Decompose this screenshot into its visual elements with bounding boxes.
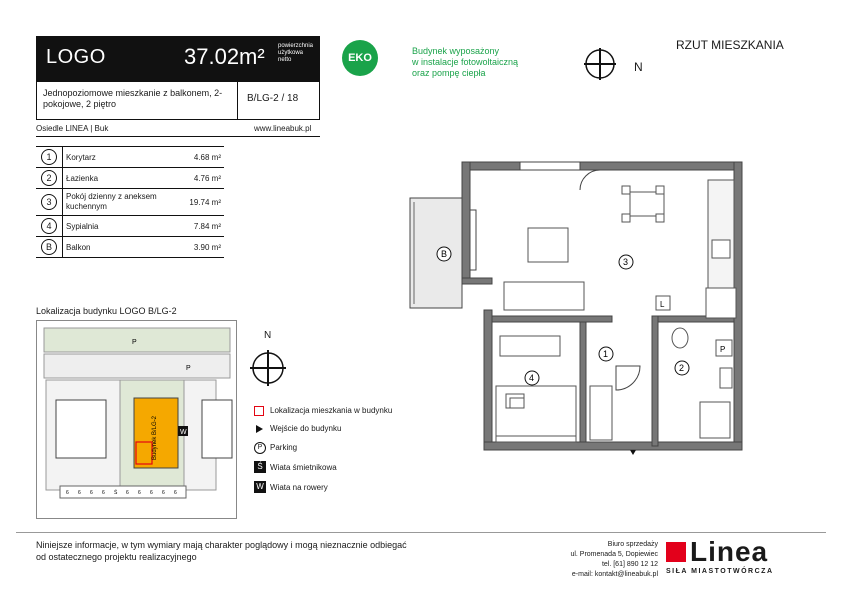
wall-west-upper	[462, 162, 470, 284]
brand-logo	[666, 538, 810, 578]
estate-name: Osiedle LINEA | Buk	[36, 124, 109, 133]
brand-square-icon	[666, 542, 686, 562]
parking-number: 6	[174, 490, 177, 496]
green-strip	[44, 328, 230, 352]
eko-line: oraz pompę ciepła	[412, 68, 486, 78]
parking-number: 6	[150, 490, 153, 496]
eko-line: w instalacje fotowoltaiczną	[412, 57, 519, 67]
dining-table	[630, 192, 664, 216]
office-line: Biuro sprzedaży	[607, 541, 658, 548]
shower-icon	[700, 402, 730, 438]
eko-badge: EKO	[342, 40, 378, 76]
room-number: B	[41, 239, 57, 255]
location-north-label: N	[264, 330, 272, 341]
website-link[interactable]: www.lineabuk.pl	[254, 124, 312, 133]
office-line: ul. Promenada 5, Dopiewiec	[570, 551, 658, 558]
parking-number: 6	[102, 490, 105, 496]
area-note: powierzchnia użytkowa netto	[278, 43, 314, 63]
plan-label-p: P	[720, 345, 726, 354]
wall-north	[462, 162, 742, 170]
room-area: 4.68 m²	[181, 147, 224, 168]
apartment-area: 37.02m²	[184, 44, 265, 69]
plan-room-2: 2	[679, 363, 685, 373]
hallway-wardrobe	[590, 386, 612, 440]
building-west	[56, 400, 106, 458]
plan-room-4: 4	[529, 373, 535, 383]
parking-number: 6	[138, 490, 141, 496]
room-number: 3	[41, 194, 57, 210]
wardrobe	[500, 336, 560, 356]
parking-number: 6	[66, 490, 69, 496]
site-map	[36, 320, 238, 520]
room-area: 19.74 m²	[181, 189, 224, 216]
wall-middle	[492, 316, 612, 322]
eko-line: Budynek wyposażony	[412, 46, 500, 56]
legend-parking: Parking	[270, 443, 298, 452]
wall-bedroom	[580, 322, 586, 442]
parking-icon: P	[254, 442, 266, 454]
stove-icon	[712, 240, 730, 258]
disclaimer: Niniejsze informacje, w tym wymiary mają charakter poglądowy i mogą nieznacznie odbiegać od ostatecznego projektu realizacyjnego	[36, 540, 407, 562]
legend-bike: Wiata na rowery	[270, 483, 328, 492]
apartment-description: Jednopoziomowe mieszkanie z balkonem, 2-pokojowe, 2 piętro	[43, 88, 223, 109]
parking-number: 6	[126, 490, 129, 496]
location-compass-icon	[248, 342, 296, 390]
building-east	[202, 400, 232, 458]
sink-icon	[706, 288, 736, 318]
parking-number: Ś	[114, 490, 118, 496]
logo-text: LOGO	[46, 46, 106, 68]
bike-badge: W	[180, 429, 187, 436]
plan-room-3: 3	[623, 257, 629, 267]
coffee-table	[528, 228, 568, 262]
legend-apartment: Lokalizacja mieszkania w budynku	[270, 406, 393, 415]
divider	[237, 82, 238, 119]
plan-label-l: L	[660, 300, 665, 309]
wall-west-lower	[484, 310, 492, 450]
wall-bath	[652, 316, 658, 446]
header-rule	[36, 136, 320, 137]
plan-title: RZUT MIESZKANIA	[676, 38, 784, 52]
room-area: 7.84 m²	[181, 216, 224, 237]
room-table	[36, 146, 224, 258]
header-banner	[36, 36, 320, 82]
window-north	[520, 162, 580, 170]
location-title: Lokalizacja budynku LOGO B/LG-2	[36, 306, 177, 316]
office-line: e-mail: kontakt@lineabuk.pl	[571, 571, 658, 578]
washbasin-icon	[720, 368, 732, 388]
parking-badge: P	[132, 339, 137, 346]
room-name: Sypialnia	[63, 216, 182, 237]
room-area: 4.76 m²	[181, 168, 224, 189]
desk	[510, 398, 524, 408]
plan-room-1: 1	[603, 349, 609, 359]
room-number: 2	[41, 170, 57, 186]
balcony	[410, 198, 462, 308]
toilet-icon	[672, 328, 688, 348]
door-arc	[580, 170, 600, 190]
apartment-info-box	[36, 82, 320, 120]
entrance-triangle-icon	[630, 450, 636, 455]
plan-room-b: B	[441, 249, 448, 259]
room-name: Pokój dzienny z aneksem kuchennym	[63, 189, 182, 216]
room-number: 1	[41, 149, 57, 165]
table-row	[36, 189, 224, 216]
room-name: Balkon	[63, 237, 182, 258]
office-line: tel. [61] 890 12 12	[601, 561, 658, 568]
brand-name: Linea	[690, 536, 769, 567]
parking-badge: P	[186, 365, 191, 372]
brand-tagline: SIŁA MIASTOTWÓRCZA	[666, 568, 774, 575]
door-arc	[616, 366, 640, 390]
bike-shelter-icon: W	[254, 481, 266, 493]
room-area: 3.90 m²	[181, 237, 224, 258]
room-name: Korytarz	[63, 147, 182, 168]
legend-trash: Wiata śmietnikowa	[270, 463, 337, 472]
triangle-icon	[254, 424, 264, 434]
parking-number: 6	[90, 490, 93, 496]
sofa	[504, 282, 584, 310]
parking-row	[44, 354, 230, 378]
table-row	[36, 168, 224, 189]
parking-number: 6	[78, 490, 81, 496]
parking-number: 6	[162, 490, 165, 496]
balcony-door	[470, 210, 476, 270]
building-label: Budynek B/LG-2	[152, 415, 158, 460]
table-row	[36, 216, 224, 237]
trash-shelter-icon: Ś	[254, 461, 266, 473]
red-square-icon	[254, 406, 264, 416]
room-number: 4	[41, 218, 57, 234]
wall-south	[484, 442, 742, 450]
legend-entrance: Wejście do budynku	[270, 424, 342, 433]
eko-description	[412, 46, 518, 79]
floor-plan	[400, 150, 760, 470]
sales-office	[542, 540, 658, 580]
room-name: Łazienka	[63, 168, 182, 189]
table-row	[36, 237, 224, 258]
footer-divider	[16, 532, 826, 533]
apartment-code: B/LG-2 / 18	[247, 93, 299, 104]
table-row	[36, 147, 224, 168]
wall-connector	[462, 278, 492, 284]
north-label: N	[634, 60, 643, 74]
